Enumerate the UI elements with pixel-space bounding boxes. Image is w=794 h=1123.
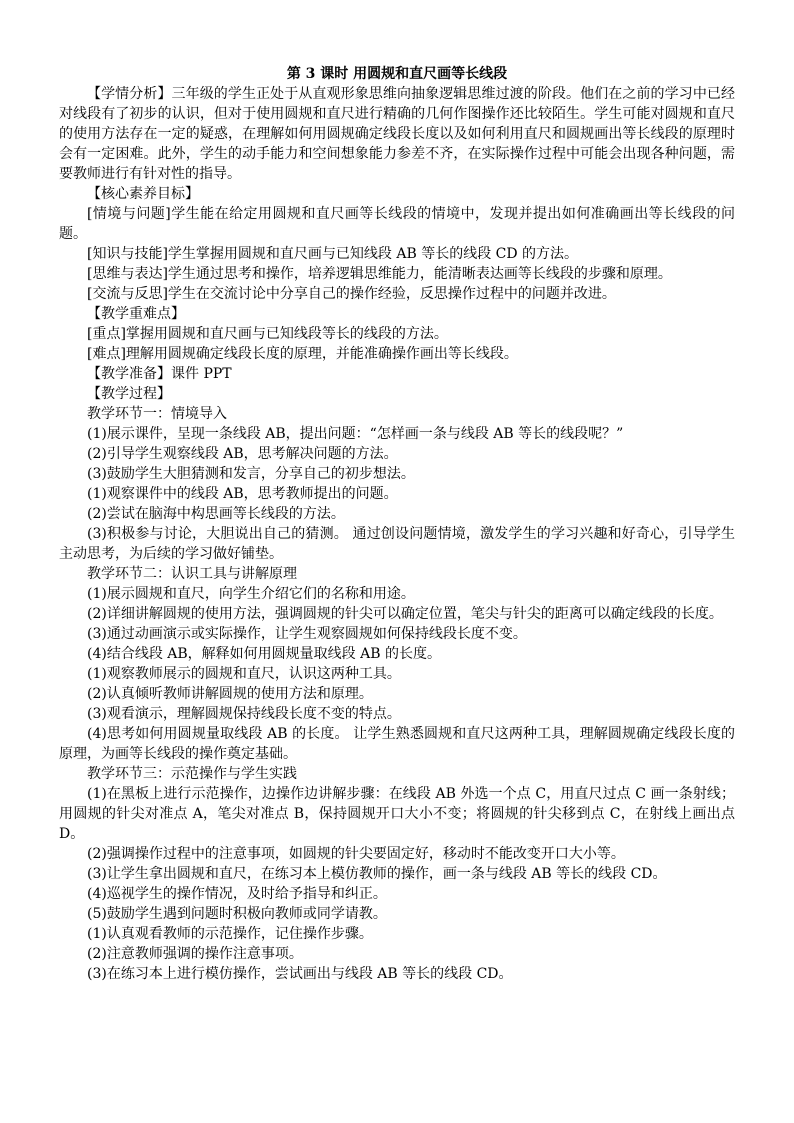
list-item: (1)展示课件，呈现一条线段 AB，提出问题：“怎样画一条与线段 AB 等长的线段呢？”	[87, 426, 624, 442]
list-item: (4)巡视学生的操作情况，及时给予指导和纠正。	[87, 886, 387, 902]
list-item: (3)在练习本上进行模仿操作，尝试画出与线段 AB 等长的线段 CD。	[87, 966, 513, 982]
paragraph-learning-analysis: 【学情分析】三年级的学生正处于从直观形象思维向抽象逻辑思维过渡的阶段。他们在之前的学习中已经对线段有了初步的认识，但对于使用圆规和直尺进行精确的几何作图操作还比较陌生。学生可能对圆规和直尺的使用方法存在一定的疑惑，在理解如何用圆规确定线段长度以及如何利用直尺和圆规画出等长线段的原理时会有一定困难。此外，学生的动手能力和空间想象能力参差不齐，在实际操作过程中可能会出现各种问题，需要教师进行有针对性的指导。	[59, 86, 735, 182]
section-one-heading: 教学环节一：情境导入	[87, 406, 227, 422]
list-item: (2)注意教师强调的操作注意事项。	[87, 946, 303, 962]
list-item: (1)在黑板上进行示范操作，边操作边讲解步骤：在线段 AB 外选一个点 C，用直尺过点 C 画一条射线；用圆规的针尖对准点 A，笔尖对准点 B，保持圆规开口大小不变；将圆规的针尖移到点 C，在射线上画出点 D。	[59, 786, 735, 842]
list-item: (2)认真倾听教师讲解圆规的使用方法和原理。	[87, 686, 373, 702]
list-item: (5)鼓励学生遇到问题时积极向教师或同学请教。	[87, 906, 387, 922]
heading-teaching-process: 【教学过程】	[87, 386, 171, 402]
goal-situation-and-problem: [情境与问题]学生能在给定用圆规和直尺画等长线段的情境中，发现并提出如何准确画出等长线段的问题。	[59, 206, 735, 242]
list-item: (2)强调操作过程中的注意事项，如圆规的针尖要固定好，移动时不能改变开口大小等。	[87, 846, 625, 862]
page-title: 第 3 课时 用圆规和直尺画等长线段	[286, 66, 508, 82]
section-two-heading: 教学环节二：认识工具与讲解原理	[87, 566, 297, 582]
section-three-heading: 教学环节三：示范操作与学生实践	[87, 766, 297, 782]
list-item: (1)展示圆规和直尺，向学生介绍它们的名称和用途。	[87, 586, 415, 602]
teaching-preparation: 【教学准备】课件 PPT	[87, 366, 232, 382]
list-item: (3)让学生拿出圆规和直尺，在练习本上模仿教师的操作，画一条与线段 AB 等长的线段 CD。	[87, 866, 667, 882]
heading-key-difficult-points: 【教学重难点】	[87, 306, 185, 322]
list-item: (4)思考如何用圆规量取线段 AB 的长度。 让学生熟悉圆规和直尺这两种工具，理解圆规确定线段长度的原理，为画等长线段的操作奠定基础。	[59, 726, 735, 762]
key-point: [重点]掌握用圆规和直尺画与已知线段等长的线段的方法。	[87, 326, 448, 342]
list-item: (3)观看演示，理解圆规保持线段长度不变的特点。	[87, 706, 401, 722]
list-item: (2)引导学生观察线段 AB，思考解决问题的方法。	[87, 446, 398, 462]
list-item: (3)通过动画演示或实际操作，让学生观察圆规如何保持线段长度不变。	[87, 626, 527, 642]
document-page	[59, 64, 735, 984]
heading-core-literacy-goals: 【核心素养目标】	[87, 186, 199, 202]
list-item: (2)尝试在脑海中构思画等长线段的方法。	[87, 506, 345, 522]
list-item: (2)详细讲解圆规的使用方法，强调圆规的针尖可以确定位置，笔尖与针尖的距离可以确定线段的长度。	[87, 606, 723, 622]
list-item: (4)结合线段 AB，解释如何用圆规量取线段 AB 的长度。	[87, 646, 441, 662]
list-item: (3)鼓励学生大胆猜测和发言，分享自己的初步想法。	[87, 466, 415, 482]
difficult-point: [难点]理解用圆规确定线段长度的原理，并能准确操作画出等长线段。	[87, 346, 518, 362]
list-item: (3)积极参与讨论，大胆说出自己的猜测。 通过创设问题情境，激发学生的学习兴趣和好奇心，引导学生主动思考，为后续的学习做好铺垫。	[59, 526, 735, 562]
goal-knowledge-and-skills: [知识与技能]学生掌握用圆规和直尺画与已知线段 AB 等长的线段 CD 的方法。	[87, 246, 579, 262]
list-item: (1)观察教师展示的圆规和直尺，认识这两种工具。	[87, 666, 401, 682]
goal-communication-and-reflection: [交流与反思]学生在交流讨论中分享自己的操作经验，反思操作过程中的问题并改进。	[87, 286, 616, 302]
goal-thinking-and-expression: [思维与表达]学生通过思考和操作，培养逻辑思维能力，能清晰表达画等长线段的步骤和原理。	[87, 266, 672, 282]
list-item: (1)认真观看教师的示范操作，记住操作步骤。	[87, 926, 373, 942]
list-item: (1)观察课件中的线段 AB，思考教师提出的问题。	[87, 486, 398, 502]
